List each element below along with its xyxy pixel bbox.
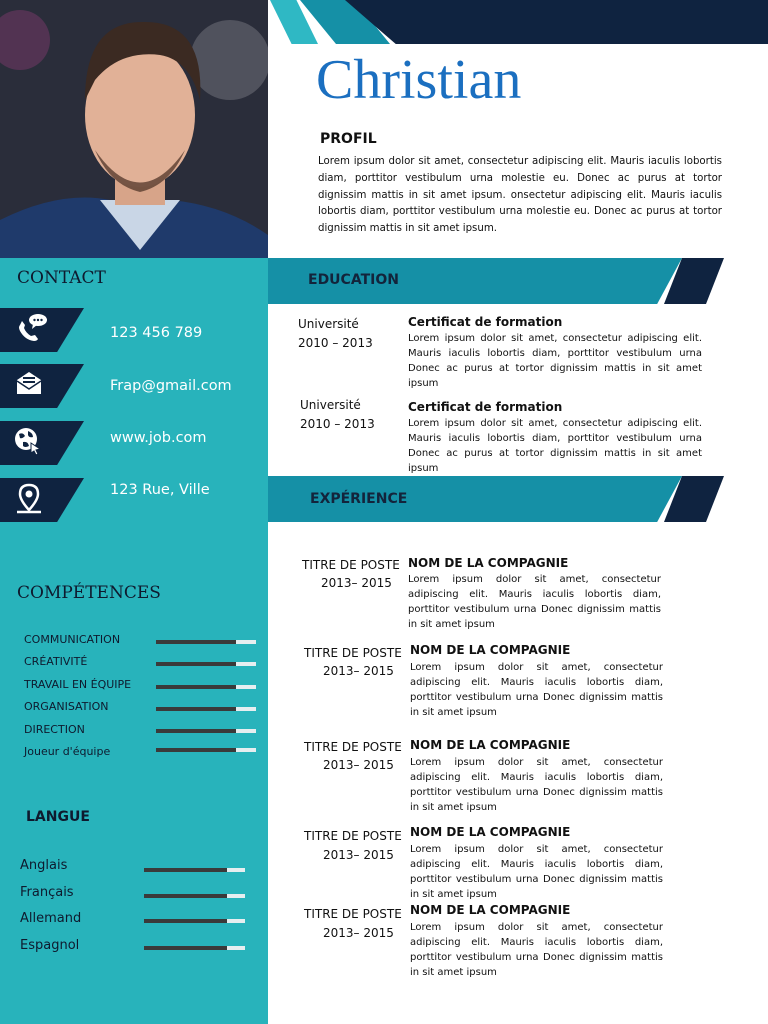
location-pin-icon xyxy=(15,483,43,515)
skill-bar xyxy=(156,707,256,711)
experience-description: Lorem ipsum dolor sit amet, consectetur adipiscing elit. Mauris iaculis lobortis diam, porttitor vestibulum urna Donec dignissim mattis in sit amet ipsum xyxy=(410,844,663,900)
skill-label: TRAVAIL EN ÉQUIPE xyxy=(24,678,132,691)
language-label: Allemand xyxy=(20,911,82,926)
experience-description: Lorem ipsum dolor sit amet, consectetur adipiscing elit. Mauris iaculis lobortis diam, porttitor vestibulum urna Donec dignissim mattis in sit amet ipsum xyxy=(408,574,661,630)
experience-description: Lorem ipsum dolor sit amet, consectetur adipiscing elit. Mauris iaculis lobortis diam, porttitor vestibulum urna Donec dignissim mattis in sit amet ipsum xyxy=(410,662,663,718)
education-school: Université xyxy=(300,398,361,412)
language-bar xyxy=(144,868,245,872)
experience-description: Lorem ipsum dolor sit amet, consectetur adipiscing elit. Mauris iaculis lobortis diam, porttitor vestibulum urna Donec dignissim mattis in sit amet ipsum xyxy=(410,922,663,978)
skill-label: Joueur d'équipe xyxy=(24,745,111,758)
skill-bar xyxy=(156,640,256,644)
language-bar xyxy=(144,894,245,898)
education-years: 2010 – 2013 xyxy=(298,336,373,350)
education-heading: Certificat de formation xyxy=(408,315,563,329)
contact-email[interactable]: Frap@gmail.com xyxy=(110,378,232,394)
language-bar xyxy=(144,946,245,950)
experience-years: 2013– 2015 xyxy=(321,576,392,590)
education-title: EDUCATION xyxy=(308,272,399,288)
contact-title: CONTACT xyxy=(17,268,106,288)
skills-title: COMPÉTENCES xyxy=(17,583,161,603)
header-decoration xyxy=(270,0,768,44)
language-label: Français xyxy=(20,885,74,900)
person-portrait-icon xyxy=(0,0,268,258)
experience-position: TITRE DE POSTE xyxy=(304,646,402,660)
phone-chat-icon xyxy=(16,311,50,345)
profile-title: PROFIL xyxy=(320,131,377,147)
language-label: Anglais xyxy=(20,858,68,873)
experience-position: TITRE DE POSTE xyxy=(304,829,402,843)
candidate-name: Christian xyxy=(316,49,522,111)
experience-years: 2013– 2015 xyxy=(323,926,394,940)
experience-years: 2013– 2015 xyxy=(323,758,394,772)
language-bar xyxy=(144,919,245,923)
experience-title: EXPÉRIENCE xyxy=(310,491,408,507)
experience-company: NOM DE LA COMPAGNIE xyxy=(410,738,571,752)
skill-label: ORGANISATION xyxy=(24,700,109,713)
education-description: Lorem ipsum dolor sit amet, consectetur adipiscing elit. Mauris iaculis lobortis diam, porttitor vestibulum urna Donec ac purus at tortor dignissim mattis in sit amet ipsum xyxy=(408,418,702,474)
experience-company: NOM DE LA COMPAGNIE xyxy=(410,903,571,917)
languages-title: LANGUE xyxy=(26,809,90,825)
experience-position: TITRE DE POSTE xyxy=(304,740,402,754)
skill-bar xyxy=(156,748,256,752)
experience-position: TITRE DE POSTE xyxy=(304,907,402,921)
skill-bar xyxy=(156,662,256,666)
experience-company: NOM DE LA COMPAGNIE xyxy=(410,825,571,839)
education-heading: Certificat de formation xyxy=(408,400,563,414)
skill-label: DIRECTION xyxy=(24,723,85,736)
profile-photo xyxy=(0,0,268,258)
language-label: Espagnol xyxy=(20,938,80,953)
education-years: 2010 – 2013 xyxy=(300,417,375,431)
experience-company: NOM DE LA COMPAGNIE xyxy=(408,556,569,570)
experience-company: NOM DE LA COMPAGNIE xyxy=(410,643,571,657)
skill-label: COMMUNICATION xyxy=(24,633,121,646)
globe-icon xyxy=(13,426,43,456)
experience-description: Lorem ipsum dolor sit amet, consectetur adipiscing elit. Mauris iaculis lobortis diam, porttitor vestibulum urna Donec dignissim mattis in sit amet ipsum xyxy=(410,757,663,813)
experience-position: TITRE DE POSTE xyxy=(302,558,400,572)
profile-text: Lorem ipsum dolor sit amet, consectetur adipiscing elit. Mauris iaculis lobortis diam, porttitor vestibulum urna molestie eu. Donec ac purus at tortor dignissim mattis in sit amet ipsum. onsectetur adipiscing elit. Mauris iaculis lobortis diam, porttitor vestibulum urna molestie eu. Donec ac purus at tortor dignissim mattis in sit amet ipsum. xyxy=(318,156,722,235)
education-description: Lorem ipsum dolor sit amet, consectetur adipiscing elit. Mauris iaculis lobortis diam, porttitor vestibulum urna Donec ac purus at tortor dignissim mattis in sit amet ipsum xyxy=(408,333,702,389)
experience-years: 2013– 2015 xyxy=(323,664,394,678)
skill-label: CRÉATIVITÉ xyxy=(24,655,88,668)
contact-address: 123 Rue, Ville xyxy=(110,482,210,498)
education-school: Université xyxy=(298,317,359,331)
skill-bar xyxy=(156,685,256,689)
skill-bar xyxy=(156,729,256,733)
mail-icon xyxy=(15,370,43,398)
contact-website[interactable]: www.job.com xyxy=(110,430,207,446)
contact-phone[interactable]: 123 456 789 xyxy=(110,325,203,341)
experience-years: 2013– 2015 xyxy=(323,848,394,862)
